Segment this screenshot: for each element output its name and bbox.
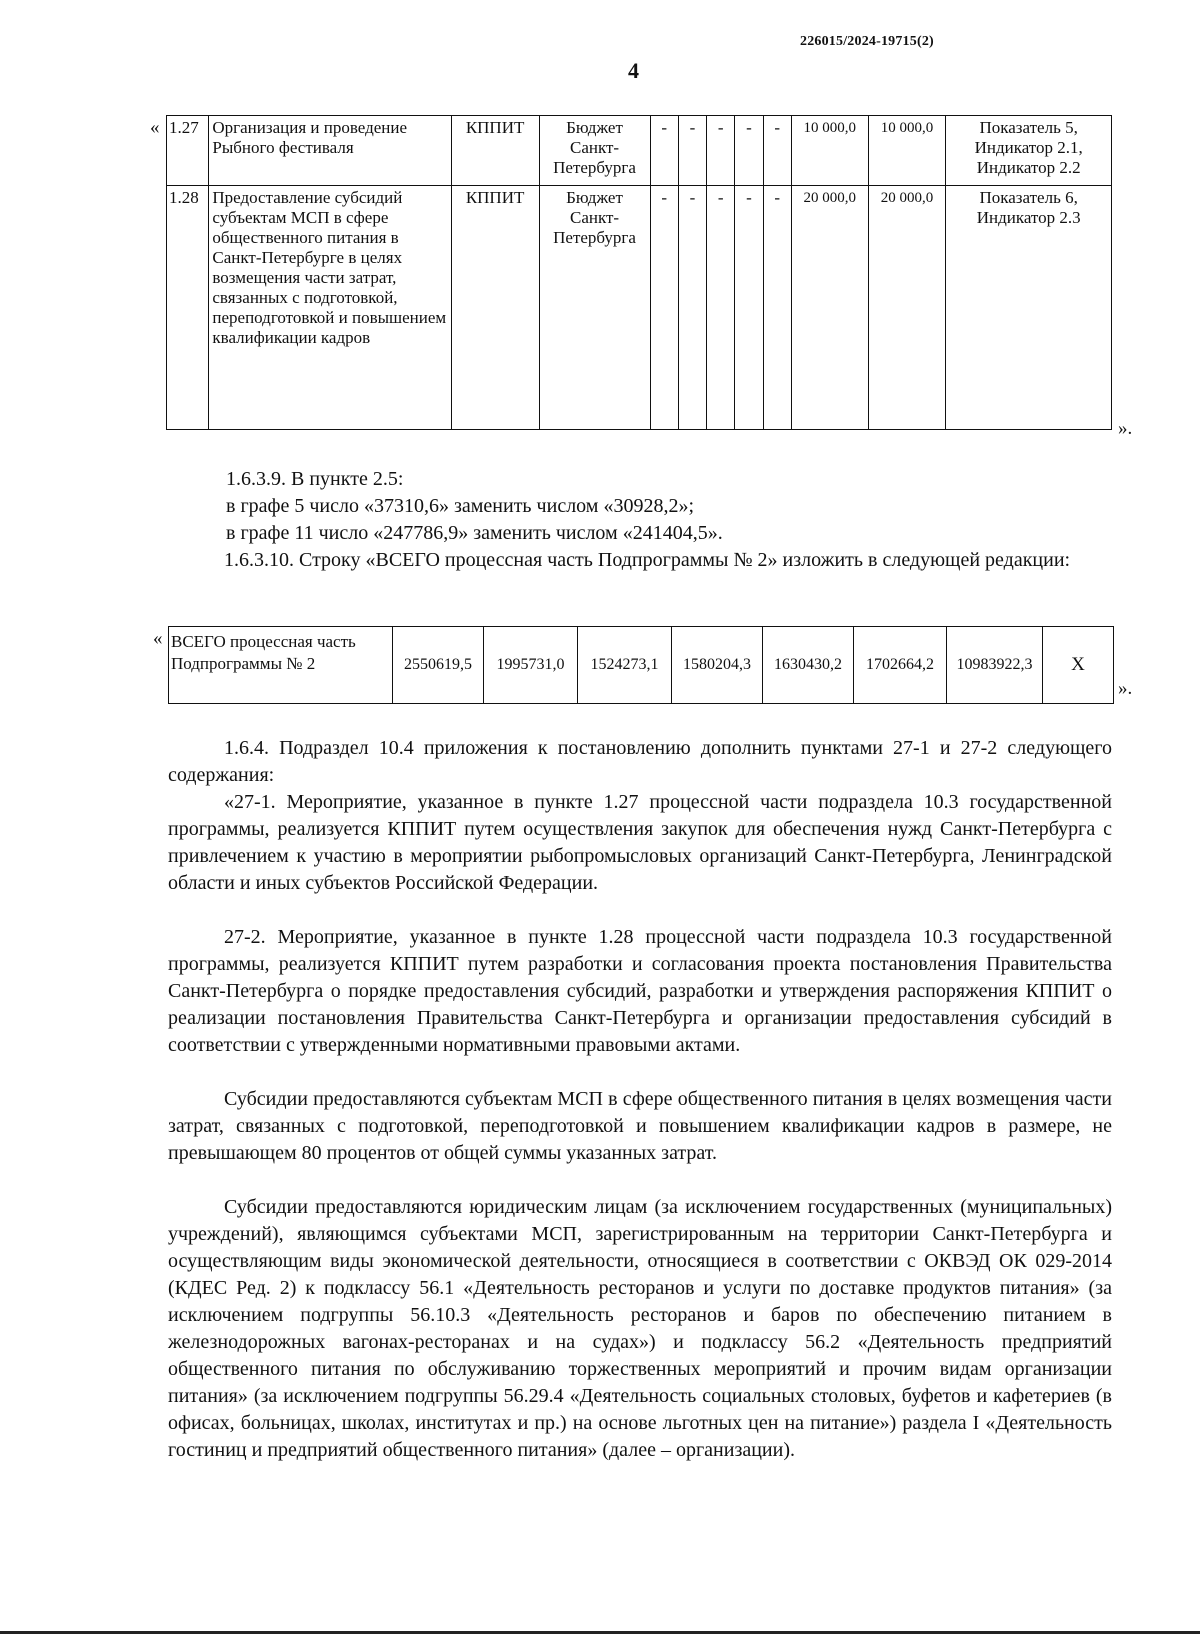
table1-close-quote: ». — [1118, 418, 1133, 439]
paragraph-27-1: «27-1. Мероприятие, указанное в пункте 1.27 процессной части подраздела 10.3 государственной программы, реализуется КППИТ путем осуществления закупок для обеспечения нужд Санкт-Петербурга с привлечением к участию в мероприятии рыбопромысловых организаций Санкт-Петербурга, Ленинградской области и иных субъектов Российской Федерации. — [168, 791, 1112, 894]
value-cell: 1580204,3 — [672, 627, 763, 704]
indicator-cell: Показатель 5, Индикатор 2.1, Индикатор 2.2 — [946, 116, 1112, 186]
table-row — [167, 116, 1112, 186]
total-row-table — [168, 626, 1114, 704]
paragraph-27-2: 27-2. Мероприятие, указанное в пункте 1.28 процессной части подраздела 10.3 государственной программы, реализуется КППИТ путем разработки и согласования проекта постановления Правительства Санкт-Петербурга о порядке предоставления субсидий, разработки и утверждения распоряжения КППИТ о реализации постановления Правительства Санкт-Петербурга и организации предоставления субсидий в соответствии с утвержденными нормативными правовыми актами. — [168, 926, 1112, 1056]
activity-name: Организация и проведение Рыбного фестиваля — [209, 116, 451, 186]
value-cell: 1630430,2 — [763, 627, 854, 704]
paragraph-subsidies-2: Субсидии предоставляются юридическим лицам (за исключением государственных (муниципальных) учреждений), являющимся субъектами МСП, зарегистрированным на территории Санкт-Петербурга и осуществляющим виды экономической деятельности, относящиеся в соответствии с ОКВЭД ОК 029-2014 (КДЕС Ред. 2) к подклассу 56.1 «Деятельность ресторанов и услуги по доставке продуктов питания» (за исключением подгруппы 56.10.3 «Деятельность ресторанов и баров по обеспечению питанием в железнодорожных вагонах-ресторанах и на судах») и подклассу 56.2 «Деятельность предприятий общественного питания по обслуживанию торжественных мероприятий и прочим видам организации питания» (за исключением подгруппы 56.29.4 «Деятельность социальных столовых, буфетов и кафетериев (в офисах, больницах, школах, институтах и пр.) на основе льготных цен на питание») раздела I «Деятельность гостиниц и предприятий общественного питания» (далее – организации). — [168, 1196, 1112, 1461]
value-cell: 10983922,3 — [947, 627, 1043, 704]
year-cell: - — [707, 186, 735, 430]
value-cell: 1702664,2 — [854, 627, 947, 704]
table-row — [167, 186, 1112, 430]
year-cell: - — [735, 116, 763, 186]
table1-open-quote: « — [150, 117, 160, 138]
replace-line: в графе 11 число «247786,9» заменить числом «241404,5». — [226, 522, 723, 544]
bottom-edge — [0, 1631, 1200, 1634]
funding-source: Бюджет Санкт-Петербурга — [539, 116, 650, 186]
document-id: 226015/2024-19715(2) — [800, 34, 934, 49]
paragraph-1-6-4: 1.6.4. Подраздел 10.4 приложения к постановлению дополнить пунктами 27-1 и 27-2 следующего содержания: — [168, 737, 1112, 786]
value-cell: 2550619,5 — [393, 627, 484, 704]
activities-table — [166, 115, 1112, 430]
section-title: 1.6.3.9. В пункте 2.5: — [226, 468, 404, 490]
table-row — [169, 627, 1114, 704]
mark-cell: Х — [1043, 627, 1114, 704]
section-paragraph: 1.6.3.10. Строку «ВСЕГО процессная часть Подпрограммы № 2» изложить в следующей редакции: — [224, 549, 1071, 571]
replace-line: в графе 5 число «37310,6» заменить числом «30928,2»; — [226, 495, 695, 517]
row-number: 1.28 — [167, 186, 209, 430]
executor-cell: КППИТ — [451, 116, 539, 186]
total-cell: 20 000,0 — [868, 186, 946, 430]
year-cell: - — [763, 116, 791, 186]
year-cell: - — [650, 186, 678, 430]
value-cell: 1524273,1 — [578, 627, 672, 704]
amount-cell: 10 000,0 — [791, 116, 868, 186]
year-cell: - — [678, 186, 706, 430]
year-cell: - — [707, 116, 735, 186]
year-cell: - — [735, 186, 763, 430]
total-label: ВСЕГО процессная часть Подпрограммы № 2 — [169, 627, 393, 704]
activity-name: Предоставление субсидий субъектам МСП в сфере общественного питания в Санкт-Петербурге в целях возмещения части затрат, связанных с подготовкой, переподготовкой и повышением квалификации кадров — [209, 186, 451, 430]
page-number: 4 — [628, 58, 639, 83]
executor-cell: КППИТ — [451, 186, 539, 430]
year-cell: - — [678, 116, 706, 186]
row-number: 1.27 — [167, 116, 209, 186]
amount-cell: 20 000,0 — [791, 186, 868, 430]
year-cell: - — [650, 116, 678, 186]
value-cell: 1995731,0 — [484, 627, 578, 704]
paragraph-subsidies-1: Субсидии предоставляются субъектам МСП в сфере общественного питания в целях возмещения части затрат, связанных с подготовкой, переподготовкой и повышением квалификации кадров в размере, не превышающем 80 процентов от общей суммы указанных затрат. — [168, 1088, 1112, 1164]
indicator-cell: Показатель 6, Индикатор 2.3 — [946, 186, 1112, 430]
total-cell: 10 000,0 — [868, 116, 946, 186]
funding-source: Бюджет Санкт-Петербурга — [539, 186, 650, 430]
table2-close-quote: ». — [1118, 678, 1133, 699]
year-cell: - — [763, 186, 791, 430]
table2-open-quote: « — [153, 628, 163, 649]
